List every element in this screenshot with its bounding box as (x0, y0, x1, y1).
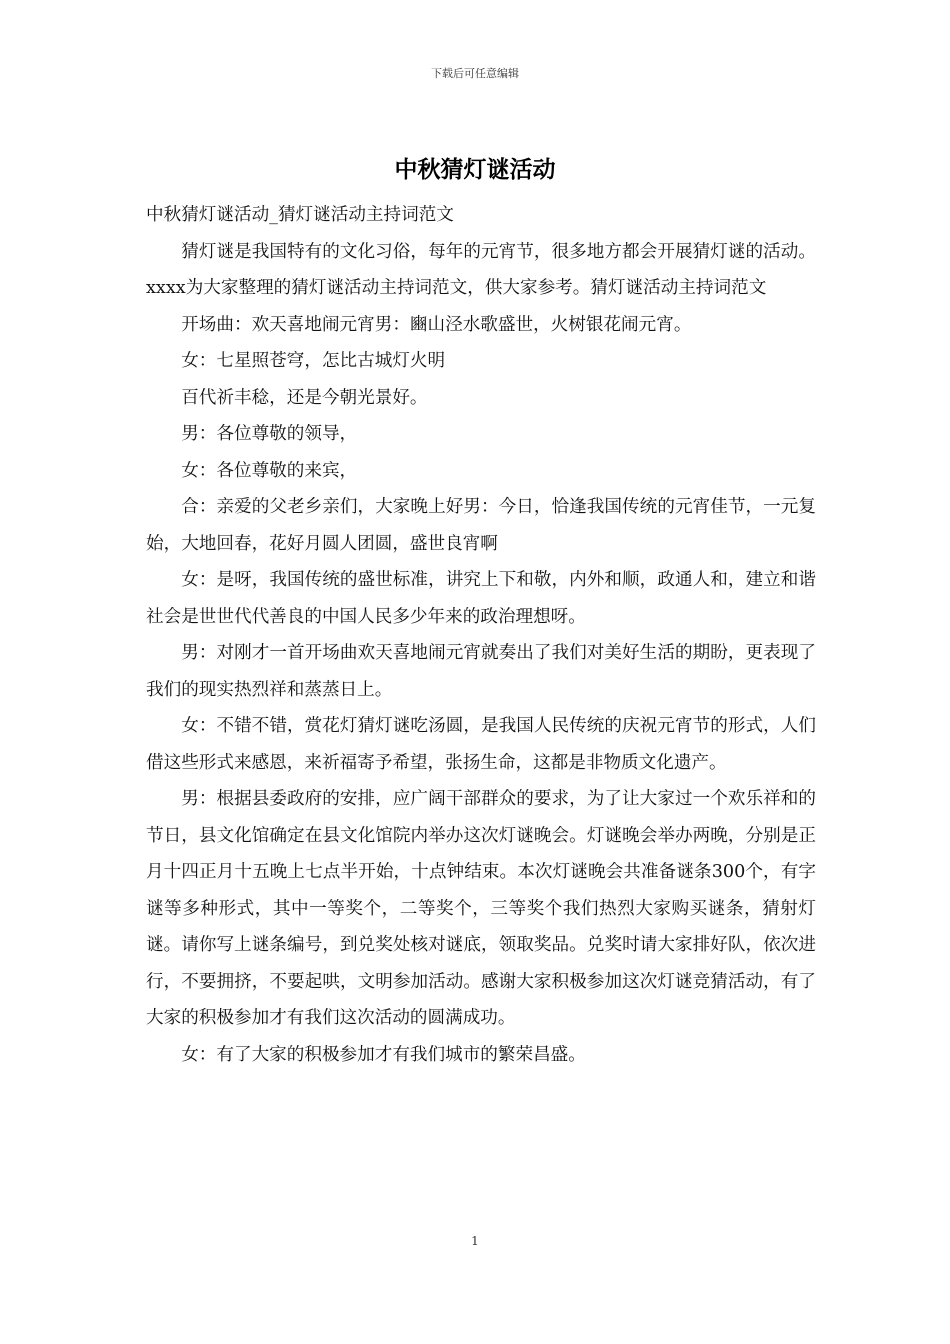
paragraph: 男：各位尊敬的领导， (181, 424, 358, 444)
paragraph: 百代祈丰稔，还是今朝光景好。 (181, 387, 428, 408)
paragraph: 开场曲：欢天喜地闹元宵男：豳山泾水歌盛世，火树银花闹元宵。 (181, 314, 692, 335)
subtitle-line: 中秋猜灯谜活动_猜灯谜活动主持词范文 (146, 205, 454, 225)
header-note: 下载后可任意编辑 (431, 67, 519, 80)
page-number: 1 (471, 1234, 479, 1248)
paragraph: 女：不错不错，赏花灯猜灯谜吃汤圆，是我国人民传统的庆祝元宵节的形式，人们借这些形式来感恩，来祈福寄予希望，张扬生命，这都是非物质文化遗产。 (146, 716, 816, 773)
paragraph: 男：根据县委政府的安排，应广阔干部群众的要求，为了让大家过一个欢乐祥和的节日，县文化馆确定在县文化馆院内举办这次灯谜晚会。灯谜晚会举办两晚，分别是正月十四正月十五晚上七点半开始，十点钟结束。本次灯谜晚会共准备谜条300个，有字谜等多种形式，其中一等奖个，二等奖个，三等奖个我们热烈大家购买谜条，猜射灯谜。请你写上谜条编号，到兑奖处核对谜底，领取奖品。兑奖时请大家排好队，依次进行，不要拥挤，不要起哄，文明参加活动。感谢大家积极参加这次灯谜竞猜活动，有了大家的积极参加才有我们这次活动的圆满成功。 (146, 789, 816, 1028)
paragraph: 女：有了大家的积极参加才有我们城市的繁荣昌盛。 (181, 1044, 586, 1065)
paragraph: 男：对刚才一首开场曲欢天喜地闹元宵就奏出了我们对美好生活的期盼，更表现了我们的现实热烈祥和蒸蒸日上。 (146, 643, 816, 700)
paragraph: 女：各位尊敬的来宾， (181, 460, 358, 481)
paragraph: 女：是呀，我国传统的盛世标准，讲究上下和敬，内外和顺，政通人和，建立和谐社会是世世代代善良的中国人民多少年来的政治理想呀。 (146, 570, 816, 627)
paragraph: 猜灯谜是我国特有的文化习俗，每年的元宵节，很多地方都会开展猜灯谜的活动。xxxx为大家整理的猜灯谜活动主持词范文，供大家参考。猜灯谜活动主持词范文 (146, 241, 816, 298)
document-body (146, 197, 816, 1073)
paragraph: 合：亲爱的父老乡亲们，大家晚上好男：今日，恰逢我国传统的元宵佳节，一元复始，大地回春，花好月圆人团圆，盛世良宵啊 (146, 497, 816, 554)
document-title: 中秋猜灯谜活动 (394, 156, 556, 183)
paragraph: 女：七星照苍穹，怎比古城灯火明 (181, 351, 446, 371)
